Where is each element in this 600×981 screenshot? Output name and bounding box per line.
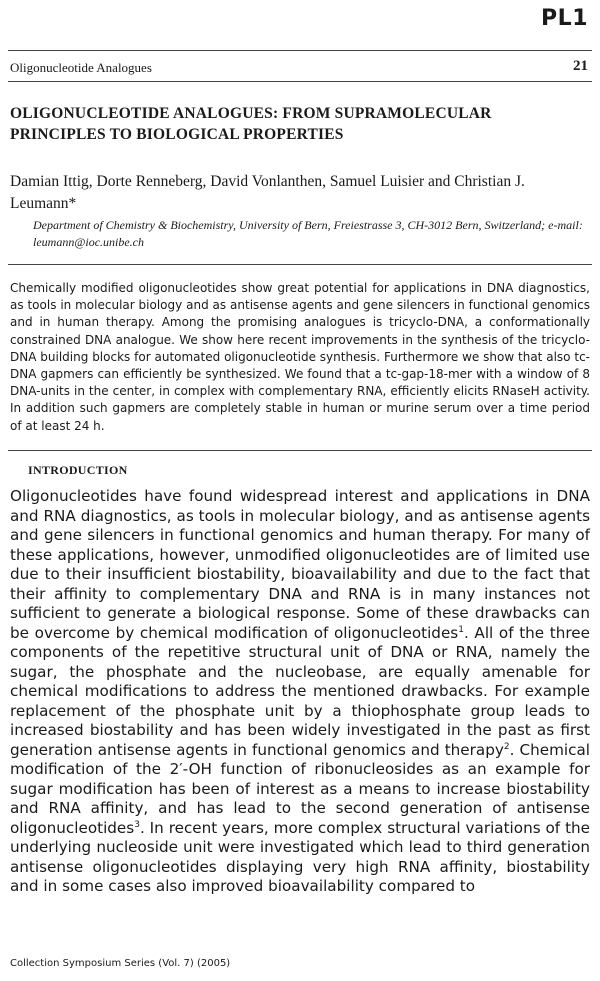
citation-ref: 1	[458, 624, 464, 635]
series-code: PL1	[541, 6, 588, 31]
body-text-part: Oligonucleotides have found widespread interest and applications in DNA and RNA diagnostics, as tools in molecular biology, and as antisense agents and gene silencers in functional genomics and human therapy. For many of these applications, however, unmodified oligonucleotides are of limited use due to their insufficient biostability, bioavailability and due to the fact that their affinity to complementary DNA and RNA is in many instances not sufficient to generate a biological response. Some of these drawbacks can be overcome by chemical modification of oligonucleotides	[10, 487, 590, 642]
affiliation: Department of Chemistry & Biochemistry, University of Bern, Freiestrasse 3, CH-3012 Bern, Switzerland; e-mail: leumann@ioc.unibe.ch	[33, 218, 583, 249]
article-title: OLIGONUCLEOTIDE ANALOGUES: FROM SUPRAMOLECULAR PRINCIPLES TO BIOLOGICAL PROPERTIES	[10, 105, 492, 143]
abstract: Chemically modified oligonucleotides show great potential for applications in DNA diagnostics, as tools in molecular biology and as antisense agents and gene silencers in functional genomics and in human therapy. Among the promising analogues is tricyclo-DNA, a conformationally constrained DNA analogue. We show here recent improvements in the synthesis of the tricyclo-DNA building blocks for automated oligonucleotide synthesis. Furthermore we show that also tc-DNA gapmers can efficiently be synthesized. We found that a tc-gap-18-mer with a window of 8 DNA-units in the center, in complex with complementary RNA, efficiently elicits RNaseH activity. In addition such gapmers are completely stable in human or murine serum over a time period of at least 24 h.	[10, 281, 590, 433]
page-number: 21	[573, 58, 588, 74]
citation-ref: 3	[134, 819, 140, 830]
page-footer: Collection Symposium Series (Vol. 7) (2005)	[10, 958, 231, 969]
top-rule	[8, 50, 592, 51]
citation-ref: 2	[503, 741, 510, 752]
abstract-rule-bottom	[8, 450, 592, 451]
body-text-part: . Chemical modification of the 2′-OH function of ribonucleosides as an example for sugar modification has been of interest as a means to increase biostability and RNA affinity, and has lead to the second generation of antisense oligonucleotides	[10, 740, 590, 837]
body-text-part: . All of the three components of the repetitive structural unit of DNA or RNA, namely the sugar, the phosphate and the nucleobase, are equally amenable for chemical modifications to address the mentioned drawbacks. For example replacement of the phosphate unit by a thiophosphate group leads to increased biostability and has been widely investigated in the past as first generation antisense agents in functional genomics and therapy	[10, 623, 590, 759]
body-paragraph	[10, 487, 590, 897]
body-text-part: . In recent years, more complex structural variations of the underlying nucleoside unit were investigated which lead to third generation antisense oligonucleotides displaying very high RNA affinity, biostability and in some cases also improved bioavailability compared to	[10, 818, 590, 895]
running-head: Oligonucleotide Analogues	[10, 60, 152, 75]
abstract-rule-top	[8, 264, 592, 265]
author-list: Damian Ittig, Dorte Renneberg, David Vonlanthen, Samuel Luisier and Christian J. Leumann*	[10, 173, 525, 212]
header-rule	[8, 81, 592, 82]
section-heading: INTRODUCTION	[28, 463, 128, 477]
